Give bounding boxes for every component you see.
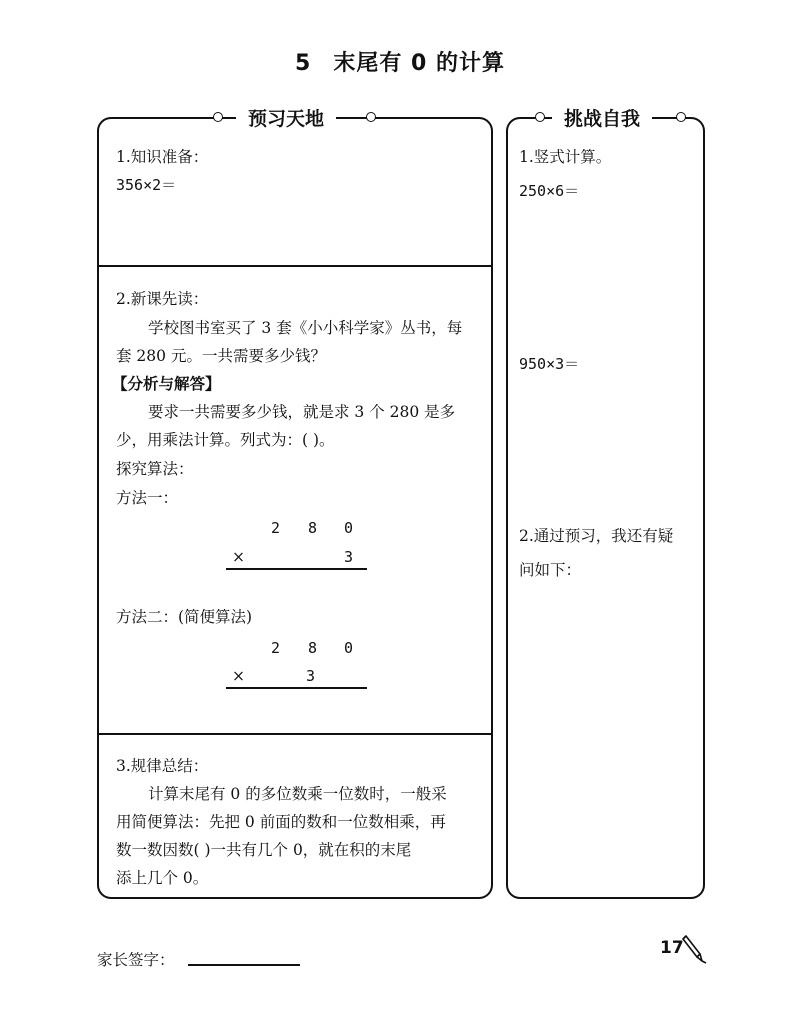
lesson-title: 末尾有 0 的计算 [333, 51, 505, 76]
calc1-digit-2: 8 [308, 519, 318, 537]
section3-heading: 3.规律总结： [116, 757, 209, 775]
questions-line-2: 问如下： [519, 561, 582, 579]
calc2-digit-3: 0 [344, 639, 354, 657]
calc2-digit-2: 8 [308, 639, 318, 657]
calc2-times-sign: × [232, 667, 245, 685]
parent-signature-line[interactable] [188, 964, 300, 966]
calc1-rule [226, 568, 367, 570]
method1-label: 方法一： [116, 489, 179, 507]
analysis-line-2: 少，用乘法计算。列式为：( )。 [116, 431, 335, 449]
challenge-header: 挑战自我 [552, 104, 652, 131]
left-header-dot-left [213, 112, 223, 122]
challenge-expression-1: 250×6＝ [519, 182, 580, 200]
calc2-rule [226, 687, 367, 689]
challenge-expression-2: 950×3＝ [519, 355, 580, 373]
problem-line-2: 套 280 元。一共需要多少钱？ [116, 347, 326, 365]
rule-line-3: 数一数因数( )一共有几个 0，就在积的末尾 [116, 841, 412, 859]
rule-line-2: 用简便算法：先把 0 前面的数和一位数相乘，再 [116, 813, 446, 831]
pencil-icon [680, 932, 708, 964]
section1-heading: 1.知识准备： [116, 148, 209, 166]
calc1-times-sign: × [232, 548, 245, 566]
page-number: 17 [660, 938, 684, 958]
rule-line-1: 计算末尾有 0 的多位数乘一位数时，一般采 [148, 785, 447, 803]
explore-label: 探究算法： [116, 460, 194, 478]
right-header-dot-left [535, 112, 545, 122]
problem-line-1: 学校图书室买了 3 套《小小科学家》丛书，每 [148, 319, 463, 337]
questions-line-1: 2.通过预习，我还有疑 [519, 527, 674, 545]
preview-header: 预习天地 [236, 104, 336, 131]
lesson-number: 5 [295, 51, 312, 76]
analysis-heading: 【分析与解答】 [112, 375, 221, 393]
method2-label: 方法二：(简便算法) [116, 608, 253, 626]
challenge-box [506, 117, 705, 899]
calc1-multiplier: 3 [344, 548, 354, 566]
calc1-digit-3: 0 [344, 519, 354, 537]
parent-signature-label: 家长签字： [97, 951, 175, 969]
analysis-line-1: 要求一共需要多少钱，就是求 3 个 280 是多 [148, 403, 456, 421]
divider-2 [99, 733, 491, 735]
left-header-dot-right [366, 112, 376, 122]
section2-heading: 2.新课先读： [116, 290, 209, 308]
challenge-section1-heading: 1.竖式计算。 [519, 148, 612, 166]
calc2-digit-1: 2 [271, 639, 281, 657]
rule-line-4: 添上几个 0。 [116, 869, 209, 887]
section1-expression: 356×2＝ [116, 176, 177, 194]
calc2-multiplier: 3 [306, 667, 316, 685]
right-header-dot-right [676, 112, 686, 122]
page-title [0, 46, 800, 77]
divider-1 [99, 265, 491, 267]
calc1-digit-1: 2 [271, 519, 281, 537]
